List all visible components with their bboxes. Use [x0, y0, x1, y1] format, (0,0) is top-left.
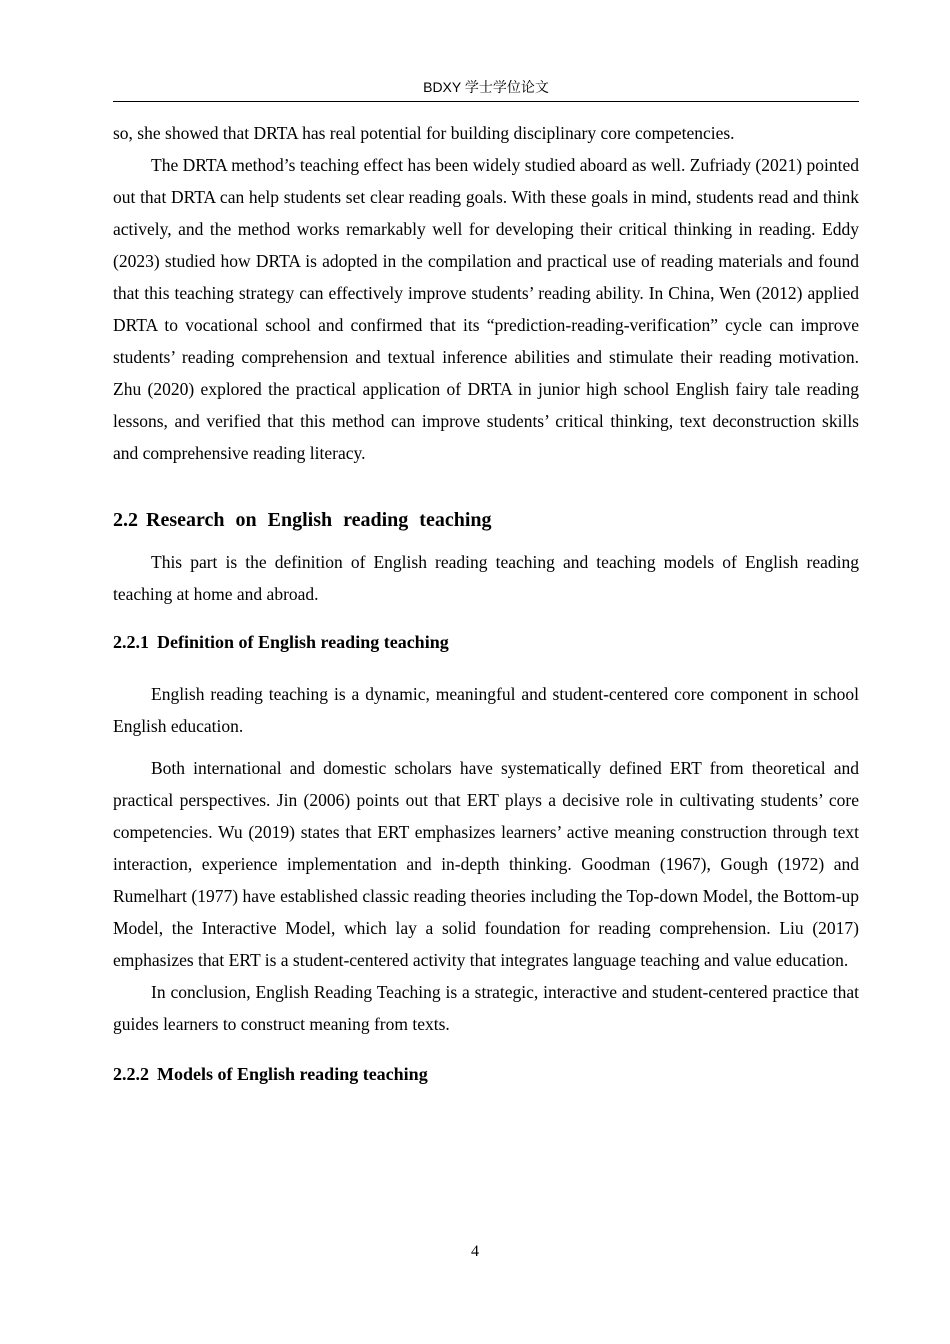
paragraph-drta-studies: The DRTA method’s teaching effect has been widely studied aboard as well. Zufriady (2021) pointed out that DRTA can help students set clear reading goals. With these goals in mind, students read and think actively, and the method works remarkably well for developing their critical thinking in reading. Eddy (2023) studied how DRTA is adopted in the compilation and practical use of reading materials and found that this teaching strategy can effectively improve students’ reading ability. In China, Wen (2012) applied DRTA to vocational school and confirmed that its “prediction-reading-verification” cycle can improve students’ reading comprehension and textual inference abilities and stimulate their reading motivation. Zhu (2020) explored the practical application of DRTA in junior high school English fairy tale reading lessons, and verified that this method can improve students’ critical thinking, text deconstruction skills and comprehensive reading literacy. [113, 155, 859, 463]
section-number: 2.2.1 [113, 632, 149, 652]
section-heading-2-2 [113, 504, 859, 536]
page-content [113, 117, 859, 1090]
section-number: 2.2 [113, 509, 138, 531]
paragraph-continuation: so, she showed that DRTA has real potential for building disciplinary core competencies. [113, 123, 735, 143]
section-title: Definition of English reading teaching [157, 632, 449, 652]
section-title: Research on English reading teaching [146, 509, 492, 531]
section-number: 2.2.2 [113, 1064, 149, 1084]
page-number: 4 [471, 1243, 479, 1260]
paragraph-scholars: Both international and domestic scholars have systematically defined ERT from theoretical and practical perspectives. Jin (2006) points out that ERT plays a decisive role in cultivating students’ core competencies. Wu (2019) states that ERT emphasizes learners’ active meaning construction through text interaction, experience implementation and in-depth thinking. Goodman (1967), Gough (1972) and Rumelhart (1977) have established classic reading theories including the Top-down Model, the Bottom-up Model, the Interactive Model, which lay a solid foundation for reading comprehension. Liu (2017) emphasizes that ERT is a student-centered activity that integrates language teaching and value education. [113, 758, 859, 970]
paragraph-definition: English reading teaching is a dynamic, meaningful and student-centered core component in school English education. [113, 684, 859, 736]
section-heading-2-2-1 [113, 626, 859, 658]
section-title: Models of English reading teaching [157, 1064, 428, 1084]
paragraph-section-intro: This part is the definition of English reading teaching and teaching models of English reading teaching at home and abroad. [113, 552, 859, 604]
paragraph-conclusion: In conclusion, English Reading Teaching is a strategic, interactive and student-centered practice that guides learners to construct meaning from texts. [113, 982, 859, 1034]
section-heading-2-2-2 [113, 1058, 859, 1090]
page-header: BDXY 学士学位论文 [113, 77, 859, 102]
